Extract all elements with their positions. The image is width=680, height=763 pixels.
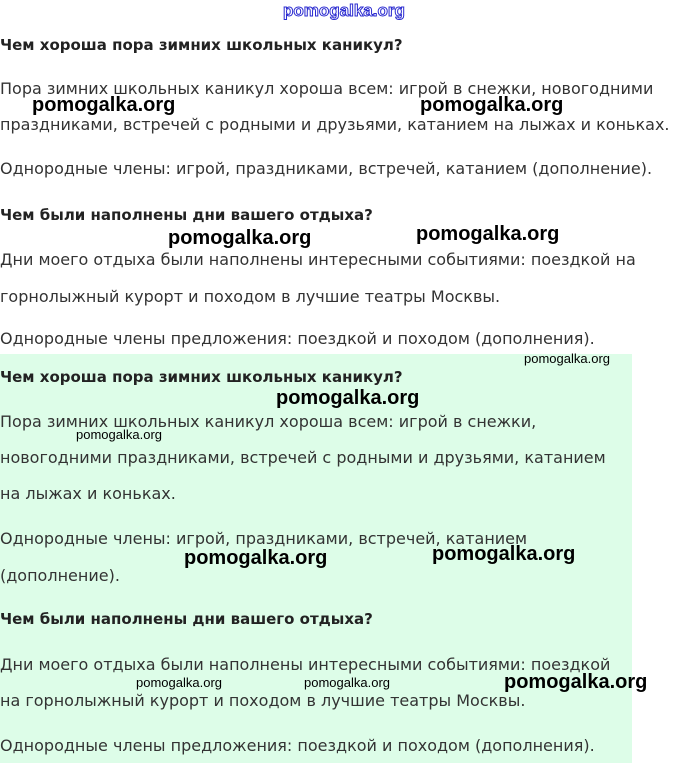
watermark: pomogalka.org [76,427,162,442]
watermark: pomogalka.org [432,543,576,565]
watermark: pomogalka.org [504,671,648,693]
watermark: pomogalka.org [416,223,560,245]
answer-2-repeat-members: Однородные члены предложения: поездкой и походом (дополнения). [0,736,595,755]
question-2: Чем были наполнены дни вашего отдыха? [0,206,373,224]
answer-1-line-1: Пора зимних школьных каникул хороша всем: игрой в снежки, новогодними [0,79,654,98]
answer-1-repeat-line-1: Пора зимних школьных каникул хороша всем: игрой в снежки, [0,412,537,431]
question-2-repeat: Чем были наполнены дни вашего отдыха? [0,610,373,628]
watermark: pomogalka.org [32,94,176,116]
answer-1-repeat-members-line-2: (дополнение). [0,566,120,585]
question-1-repeat: Чем хороша пора зимних школьных каникул? [0,368,403,386]
answer-1-repeat-members-line-1: Однородные члены: игрой, праздниками, встречей, катанием [0,529,528,548]
watermark: pomogalka.org [168,227,312,249]
watermark-top: pomogalka.org [283,1,405,20]
answer-2-members: Однородные члены предложения: поездкой и походом (дополнения). [0,329,595,348]
answer-2-line-2: горнолыжный курорт и походом в лучшие театры Москвы. [0,287,501,306]
question-1: Чем хороша пора зимних школьных каникул? [0,36,403,54]
watermark: pomogalka.org [136,675,222,690]
answer-2-line-1: Дни моего отдыха были наполнены интересными событиями: поездкой на [0,250,636,269]
watermark: pomogalka.org [524,351,610,366]
answer-2-repeat-line-2: на горнолыжный курорт и походом в лучшие театры Москвы. [0,691,526,710]
answer-1-repeat-line-3: на лыжах и коньках. [0,484,176,503]
watermark: pomogalka.org [304,675,390,690]
watermark: pomogalka.org [420,94,564,116]
answer-2-repeat-line-1: Дни моего отдыха были наполнены интересными событиями: поездкой [0,655,611,674]
answer-1-repeat-line-2: новогодними праздниками, встречей с родными и друзьями, катанием [0,448,606,467]
answer-1-line-2: праздниками, встречей с родными и друзьями, катанием на лыжах и коньках. [0,115,670,134]
watermark: pomogalka.org [184,547,328,569]
watermark: pomogalka.org [276,387,420,409]
answer-1-members: Однородные члены: игрой, праздниками, встречей, катанием (дополнение). [0,159,653,178]
